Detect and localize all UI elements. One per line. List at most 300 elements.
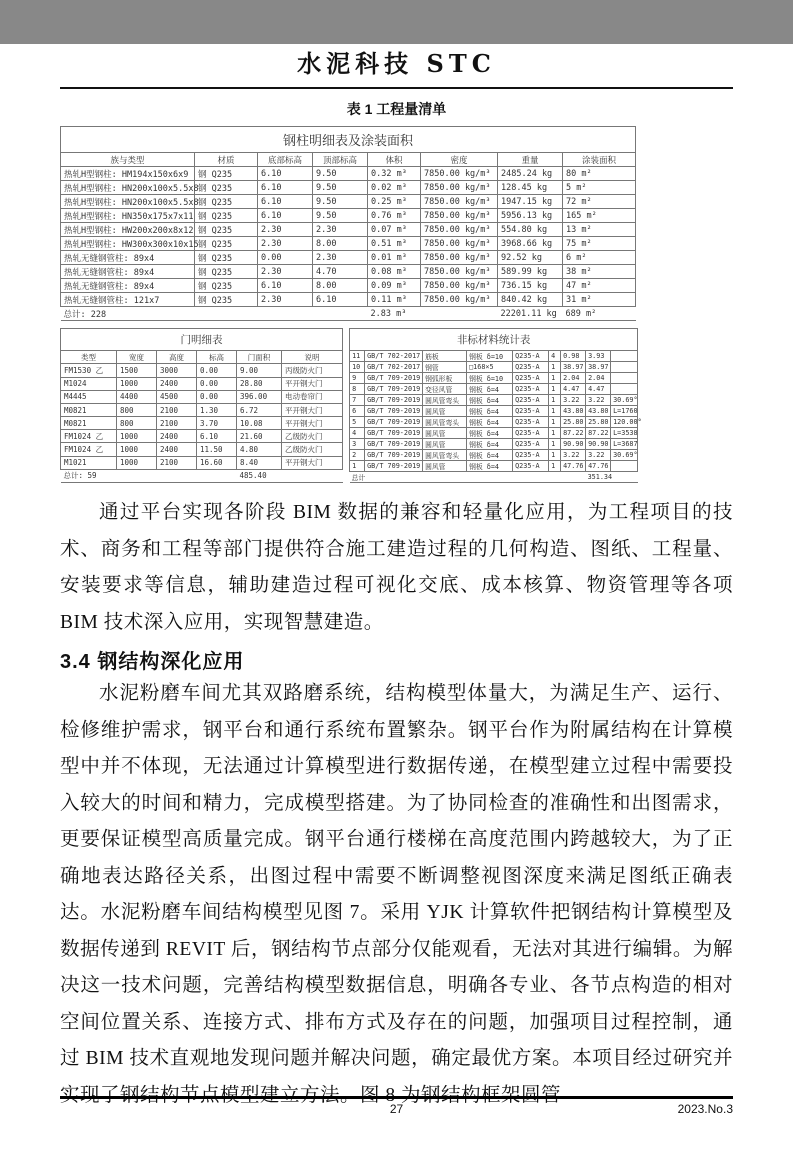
table-cell: 10 — [350, 362, 365, 373]
table-cell: 8 — [350, 384, 365, 395]
table-cell: 22201.11 kg — [498, 307, 563, 321]
table-cell — [117, 469, 157, 482]
table-cell — [423, 472, 467, 483]
table-cell: 热轧无缝钢管柱: 89x4 — [61, 251, 195, 265]
table-cell: 筋板 — [423, 351, 467, 362]
table-cell: 7850.00 kg/m³ — [421, 251, 498, 265]
table-cell: 钢板 δ=4 — [467, 384, 513, 395]
table-cell: 标高 — [197, 351, 237, 364]
table-total-row — [350, 472, 638, 483]
page-footer — [60, 1096, 733, 1122]
table-cell: 总计: 228 — [61, 307, 195, 321]
table-cell: 43.80 — [561, 406, 586, 417]
table-cell: 钢 Q235 — [195, 195, 258, 209]
table-cell: 0.01 m³ — [368, 251, 421, 265]
table-cell: 说明 — [282, 351, 343, 364]
table-cell: M4445 — [61, 390, 117, 403]
table-cell: □168×5 — [467, 362, 513, 373]
table-cell: 47 m² — [563, 279, 636, 293]
table-cell: 120.00° — [611, 417, 638, 428]
table-cell: 2.83 m³ — [368, 307, 421, 321]
table-row — [61, 403, 343, 416]
table-cell: 1 — [549, 439, 561, 450]
table-cell: 351.34 — [587, 473, 613, 481]
table-cell: 9.50 — [313, 167, 368, 181]
table-cell: 7850.00 kg/m³ — [421, 167, 498, 181]
table-cell: 热轧H型钢柱: HW200x200x8x12 — [61, 223, 195, 237]
table-cell: 圆风管 — [423, 461, 467, 472]
table-cell: 族与类型 — [61, 153, 195, 167]
table-row — [350, 384, 638, 395]
journal-title: 水泥科技 STC — [297, 49, 496, 78]
table-cell: 0.00 — [197, 377, 237, 390]
table-row — [61, 456, 343, 469]
table-cell: 2485.24 kg — [498, 167, 563, 181]
table-row — [61, 377, 343, 390]
table-cell: 3.93 — [586, 351, 611, 362]
table-cell: Q235-A — [513, 450, 549, 461]
table-cell: 门面积 — [237, 351, 282, 364]
table-cell: Q235-A — [513, 351, 549, 362]
table-cell: GB/T 709-2019 — [365, 428, 423, 439]
table-cell: 3968.66 kg — [498, 237, 563, 251]
table-cell: 3.22 — [561, 395, 586, 406]
table-title-row — [61, 127, 636, 153]
table-cell: M0821 — [61, 403, 117, 416]
table-cell: 钢板 δ=4 — [467, 428, 513, 439]
table-cell: 1 — [549, 406, 561, 417]
table-row — [350, 351, 638, 362]
table-cell: 1947.15 kg — [498, 195, 563, 209]
table-cell: 6.10 — [313, 293, 368, 307]
table-cell: Q235-A — [513, 439, 549, 450]
table-cell: 乙级防火门 — [282, 430, 343, 443]
table-cell: 总计 — [350, 472, 365, 483]
table-cell: 31 m² — [563, 293, 636, 307]
table-cell: 6 — [350, 406, 365, 417]
table-row — [350, 417, 638, 428]
table-cell — [561, 472, 586, 483]
table-cell: 钢 Q235 — [195, 237, 258, 251]
table-cell: 6.10 — [258, 195, 313, 209]
table-cell: 28.80 — [237, 377, 282, 390]
table-cell: 乙级防火门 — [282, 443, 343, 456]
header-rule — [60, 87, 733, 89]
table-cell: 2400 — [157, 443, 197, 456]
table-cell: 1 — [549, 384, 561, 395]
table-cell: 2100 — [157, 403, 197, 416]
table-cell: 5 — [350, 417, 365, 428]
table-cell: 38.97 — [561, 362, 586, 373]
table-cell: 钢板 δ=10 — [467, 373, 513, 384]
table-cell: 1 — [549, 395, 561, 406]
table-cell: 圆风管弯头 — [423, 417, 467, 428]
table-cell: 1 — [549, 450, 561, 461]
tables-figure — [60, 126, 733, 483]
table-cell: L=3687 — [611, 439, 638, 450]
table-cell: 圆风管弯头 — [423, 395, 467, 406]
table-cell: 2400 — [157, 377, 197, 390]
table-cell: 8.00 — [313, 279, 368, 293]
steel-column-table — [60, 126, 636, 321]
table-cell: GB/T 709-2019 — [365, 384, 423, 395]
table-row — [61, 251, 636, 265]
table-cell: 平开钢大门 — [282, 403, 343, 416]
door-schedule-table — [60, 328, 343, 483]
table-cell: 3.22 — [561, 450, 586, 461]
steel-table-body — [61, 167, 636, 307]
issue-number: 2023.No.3 — [677, 1102, 733, 1116]
table-cell: 554.80 kg — [498, 223, 563, 237]
table-cell: 圆风管弯头 — [423, 450, 467, 461]
table-cell: 热轧H型钢柱: HW300x300x10x15 — [61, 237, 195, 251]
table-cell: 10.08 — [237, 417, 282, 430]
table-cell: 圆风管 — [423, 439, 467, 450]
table-cell: 25.80 — [561, 417, 586, 428]
table-cell — [611, 373, 638, 384]
table-cell: 7850.00 kg/m³ — [421, 265, 498, 279]
table-cell: 9.00 — [237, 364, 282, 377]
table-cell: 90.90 — [561, 439, 586, 450]
table-cell: 6.10 — [197, 430, 237, 443]
table-cell — [549, 472, 561, 483]
table-cell: 2100 — [157, 456, 197, 469]
table-cell: 2.30 — [258, 265, 313, 279]
footer-rule — [60, 1096, 733, 1099]
table-cell: 宽度 — [117, 351, 157, 364]
table-row — [61, 417, 343, 430]
table-cell: 体积 — [368, 153, 421, 167]
table-cell: 3000 — [157, 364, 197, 377]
table-cell: 材质 — [195, 153, 258, 167]
table-row — [61, 167, 636, 181]
table-cell: 4.47 — [586, 384, 611, 395]
table-title-row — [61, 329, 343, 351]
table-cell: 平开钢大门 — [282, 377, 343, 390]
table-cell: 2 — [350, 450, 365, 461]
table-cell: M1021 — [61, 456, 117, 469]
table-cell: 5956.13 kg — [498, 209, 563, 223]
table-cell — [195, 307, 258, 321]
paragraph: 通过平台实现各阶段 BIM 数据的兼容和轻量化应用，为工程项目的技术、商务和工程等部门提供符合施工建造过程的几何构造、图纸、工程量、安装要求等信息，辅助建造过程可视化交底、成本核算、物资管理等各项 BIM 技术深入应用，实现智慧建造。 — [60, 502, 733, 633]
table-cell: 6.10 — [258, 279, 313, 293]
table-cell: 9.50 — [313, 209, 368, 223]
table-cell: 80 m² — [563, 167, 636, 181]
table-title-row — [350, 329, 638, 351]
door-table-body — [61, 364, 343, 469]
table-cell: 11.50 — [197, 443, 237, 456]
table-total-row — [61, 307, 636, 321]
table-row — [61, 293, 636, 307]
table-cell: 热轧H型钢柱: HN350x175x7x11 — [61, 209, 195, 223]
table-cell: 钢管 — [423, 362, 467, 373]
table-cell: 2.30 — [313, 223, 368, 237]
table-cell: 底部标高 — [258, 153, 313, 167]
table-cell: 钢板 δ=4 — [467, 406, 513, 417]
table-cell — [611, 351, 638, 362]
document-page — [0, 44, 793, 1166]
table-cell: 0.08 m³ — [368, 265, 421, 279]
table-cell: 1000 — [117, 443, 157, 456]
table-cell: 800 — [117, 403, 157, 416]
table-cell: 4 — [350, 428, 365, 439]
table-cell: M1024 — [61, 377, 117, 390]
table-cell: 4400 — [117, 390, 157, 403]
table-cell: L=1760 — [611, 406, 638, 417]
table-cell: 0.32 m³ — [368, 167, 421, 181]
table-cell: 87.22 — [561, 428, 586, 439]
table-cell: 0.25 m³ — [368, 195, 421, 209]
table-cell: 电动卷帘门 — [282, 390, 343, 403]
table-cell: 485.40 — [237, 469, 282, 482]
table-cell — [197, 469, 237, 482]
table-cell: GB/T 709-2019 — [365, 406, 423, 417]
table-cell: 8.40 — [237, 456, 282, 469]
table-row — [61, 430, 343, 443]
table-cell: 9.50 — [313, 195, 368, 209]
table-cell: 7850.00 kg/m³ — [421, 293, 498, 307]
table-cell: GB/T 702-2017 — [365, 351, 423, 362]
table-header-row — [61, 351, 343, 364]
table-cell: 2100 — [157, 417, 197, 430]
table-cell: 736.15 kg — [498, 279, 563, 293]
table-cell: 3 — [350, 439, 365, 450]
table-row — [61, 390, 343, 403]
table-cell: 钢弧形板 — [423, 373, 467, 384]
table-cell — [365, 472, 423, 483]
table-cell: 钢 Q235 — [195, 181, 258, 195]
table-cell: GB/T 709-2019 — [365, 461, 423, 472]
table-cell: 2.30 — [313, 251, 368, 265]
table-cell: 92.52 kg — [498, 251, 563, 265]
table-cell: 圆风管 — [423, 428, 467, 439]
table-cell: Q235-A — [513, 406, 549, 417]
table-cell: 4500 — [157, 390, 197, 403]
table-cell: 总计: 59 — [61, 469, 117, 482]
table-row — [350, 406, 638, 417]
table-cell: 3.22 — [586, 395, 611, 406]
table-cell: 396.00 — [237, 390, 282, 403]
table-cell: 689 m² — [563, 307, 636, 321]
table-cell — [611, 472, 638, 483]
table-cell: 2.30 — [258, 223, 313, 237]
table-cell: 9.50 — [313, 181, 368, 195]
table-cell: 0.76 m³ — [368, 209, 421, 223]
table-cell: 840.42 kg — [498, 293, 563, 307]
table-cell: 13 m² — [563, 223, 636, 237]
table-cell — [421, 307, 498, 321]
table-row — [350, 362, 638, 373]
table-cell: 顶部标高 — [313, 153, 368, 167]
table-cell: 钢板 δ=4 — [467, 417, 513, 428]
table-cell: 2.04 — [586, 373, 611, 384]
table-cell: Q235-A — [513, 428, 549, 439]
table-cell: 平开钢大门 — [282, 456, 343, 469]
table-cell: 涂装面积 — [563, 153, 636, 167]
table-cell: 钢板 δ=4 — [467, 395, 513, 406]
table-cell: FM1024 乙 — [61, 443, 117, 456]
table-row — [350, 439, 638, 450]
table-cell: 钢 Q235 — [195, 251, 258, 265]
table-cell: 30.69° — [611, 450, 638, 461]
table-cell: 1 — [549, 362, 561, 373]
table-cell: 1500 — [117, 364, 157, 377]
table-cell: 7850.00 kg/m³ — [421, 181, 498, 195]
table-cell: 47.76 — [561, 461, 586, 472]
table-cell: 钢 Q235 — [195, 209, 258, 223]
table-cell — [157, 469, 197, 482]
table-cell: 38.97 — [586, 362, 611, 373]
table-cell: 钢 Q235 — [195, 167, 258, 181]
table-row — [350, 450, 638, 461]
table-cell: 钢板 δ=4 — [467, 439, 513, 450]
table-cell: 128.45 kg — [498, 181, 563, 195]
table-cell: 1 — [549, 417, 561, 428]
footer-row — [60, 1102, 733, 1122]
table-cell: 589.99 kg — [498, 265, 563, 279]
table-cell: GB/T 709-2019 — [365, 417, 423, 428]
table-row — [61, 279, 636, 293]
table-cell: GB/T 709-2019 — [365, 450, 423, 461]
table-cell: GB/T 709-2019 — [365, 395, 423, 406]
paragraph: 水泥粉磨车间尤其双路磨系统，结构模型体量大，为满足生产、运行、检修维护需求，钢平台和通行系统布置繁杂。钢平台作为附属结构在计算模型中并不体现，无法通过计算模型进行数据传递，在模型建立过程中需要投入较大的时间和精力，完成模型搭建。为了协同检查的准确性和出图需求，更要保证模型高质量完成。钢平台通行楼梯在高度范围内跨越较大，为了正确地表达路径关系，出图过程中需要不断调整视图深度来满足图纸正确表达。水泥粉磨车间结构模型见图 7。采用 YJK 计算软件把钢结构计算模型及数据传递到 REVIT 后，钢结构节点部分仅能观看，无法对其进行编辑。为解决这一技术问题，完善结构模型数据信息，明确各专业、各节点构造的相对空间位置关系、连接方式、排布方式及存在的问题，加强项目过程控制，通过 BIM 技术直观地发现问题并解决问题，确定最优方案。本项目经过研究并实现了钢结构节点模型建立方法。图 8 为钢结构框架圆管 — [60, 683, 733, 1106]
table-cell: 2.04 — [561, 373, 586, 384]
table-cell: 密度 — [421, 153, 498, 167]
table-cell: 3.22 — [586, 450, 611, 461]
table-cell: 2.30 — [258, 293, 313, 307]
table-cell: 7850.00 kg/m³ — [421, 237, 498, 251]
table-cell: 0.09 m³ — [368, 279, 421, 293]
table-cell: 热轧无缝钢管柱: 89x4 — [61, 279, 195, 293]
table-cell: 1.30 — [197, 403, 237, 416]
table-cell: 0.00 — [197, 364, 237, 377]
table-row — [61, 209, 636, 223]
table-cell: 热轧H型钢柱: HN200x100x5.5x8 — [61, 195, 195, 209]
table-cell: 75 m² — [563, 237, 636, 251]
table-cell: 钢 Q235 — [195, 265, 258, 279]
table-cell: 热轧H型钢柱: HN200x100x5.5x8 — [61, 181, 195, 195]
table-cell: 2400 — [157, 430, 197, 443]
table-cell: GB/T 709-2019 — [365, 373, 423, 384]
table-cell: Q235-A — [513, 362, 549, 373]
table-row — [61, 223, 636, 237]
table-cell: 1000 — [117, 377, 157, 390]
table-cell: 21.60 — [237, 430, 282, 443]
table-cell: GB/T 702-2017 — [365, 362, 423, 373]
table-cell: 钢板 δ=4 — [467, 461, 513, 472]
material-table-body — [350, 351, 642, 472]
door-table-title: 门明细表 — [61, 329, 343, 351]
table-row — [350, 461, 638, 472]
table-cell: 重量 — [498, 153, 563, 167]
table-cell — [258, 307, 313, 321]
table-row — [61, 181, 636, 195]
table-cell: 钢 Q235 — [195, 279, 258, 293]
table-cell: 0.00 — [197, 390, 237, 403]
table-cell: 4.80 — [237, 443, 282, 456]
table-row — [61, 265, 636, 279]
table-cell: 0.00 — [258, 251, 313, 265]
table-cell: 热轧H型钢柱: HM194x150x6x9 — [61, 167, 195, 181]
table-cell: 800 — [117, 417, 157, 430]
table-cell: 90.90 — [586, 439, 611, 450]
table-cell: 高度 — [157, 351, 197, 364]
table-cell: 4.47 — [561, 384, 586, 395]
nonstandard-material-table — [349, 328, 642, 483]
table-cell: 钢 Q235 — [195, 293, 258, 307]
table-cell: 1 — [350, 461, 365, 472]
table-cell: 1 — [549, 428, 561, 439]
table-cell: 47.76 — [586, 461, 611, 472]
table-cell: 9 — [350, 373, 365, 384]
table-row — [350, 395, 638, 406]
table-cell: 1000 — [117, 456, 157, 469]
table-cell: 3.70 — [197, 417, 237, 430]
table-cell: 1 — [549, 461, 561, 472]
table-cell — [611, 384, 638, 395]
table-cell — [313, 307, 368, 321]
table-cell: 6.72 — [237, 403, 282, 416]
table-cell: 6 m² — [563, 251, 636, 265]
table-cell: 6.10 — [258, 209, 313, 223]
table-cell: 4.70 — [313, 265, 368, 279]
table-cell: 7850.00 kg/m³ — [421, 209, 498, 223]
section-heading: 3.4 钢结构深化应用 — [60, 651, 245, 673]
table-cell: 圆风管 — [423, 406, 467, 417]
table-cell: 8.00 — [313, 237, 368, 251]
table-cell: 钢板 δ=4 — [467, 450, 513, 461]
table-cell: 热轧无缝钢管柱: 121x7 — [61, 293, 195, 307]
table-cell: 7850.00 kg/m³ — [421, 279, 498, 293]
table-cell — [611, 362, 638, 373]
table-row — [350, 373, 638, 384]
table-cell: Q235-A — [513, 373, 549, 384]
table-cell: 0.02 m³ — [368, 181, 421, 195]
table-cell: 0.11 m³ — [368, 293, 421, 307]
table-cell — [467, 472, 513, 483]
table-cell: 7 — [350, 395, 365, 406]
table-row — [61, 443, 343, 456]
table-cell: 7850.00 kg/m³ — [421, 223, 498, 237]
table-cell — [611, 461, 638, 472]
lower-tables-row — [60, 328, 733, 483]
body-text — [60, 495, 733, 641]
table-cell: 热轧无缝钢管柱: 89x4 — [61, 265, 195, 279]
table-row — [61, 364, 343, 377]
table-cell: 类型 — [61, 351, 117, 364]
table-row — [61, 237, 636, 251]
table-cell: 87.22 — [586, 428, 611, 439]
table-cell: 2.30 — [258, 237, 313, 251]
table-cell: FM1024 乙 — [61, 430, 117, 443]
table-row — [61, 195, 636, 209]
table-row — [350, 428, 638, 439]
table-cell: GB/T 709-2019 — [365, 439, 423, 450]
table-cell: 钢板 δ=10 — [467, 351, 513, 362]
table-cell: 16.60 — [197, 456, 237, 469]
table-cell: 0.51 m³ — [368, 237, 421, 251]
table-cell: 丙级防火门 — [282, 364, 343, 377]
table-cell: Q235-A — [513, 461, 549, 472]
table-cell: 72 m² — [563, 195, 636, 209]
table-cell: 30.69° — [611, 395, 638, 406]
table-cell: M0821 — [61, 417, 117, 430]
material-table-title: 非标材料统计表 — [350, 329, 638, 351]
table-cell: 变径风管 — [423, 384, 467, 395]
table-total-row — [61, 469, 343, 482]
table-cell: Q235-A — [513, 384, 549, 395]
table-cell: 平开钢大门 — [282, 417, 343, 430]
